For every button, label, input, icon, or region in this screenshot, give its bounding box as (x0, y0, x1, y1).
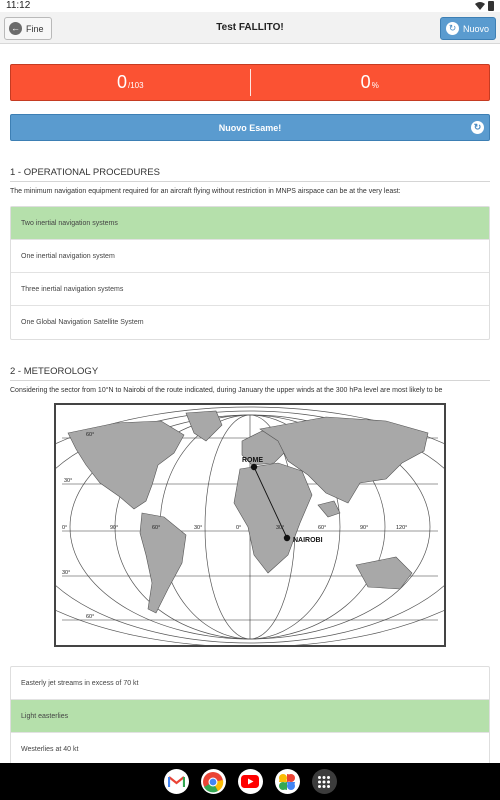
new-exam-label: Nuovo Esame! (218, 122, 282, 133)
map-lon-label: 0° (236, 525, 242, 531)
answer-label: Easterly jet streams in excess of 70 kt (21, 679, 139, 687)
answer-option[interactable] (11, 306, 489, 339)
answer-label: Light easterlies (21, 712, 69, 720)
status-bar (0, 0, 500, 12)
wifi-icon (475, 2, 485, 10)
answer-option[interactable] (11, 667, 489, 700)
new-exam-button[interactable] (10, 114, 490, 141)
map-lat-label: 30° (62, 570, 71, 576)
back-arrow-icon: ← (11, 23, 20, 33)
answer-label: Westerlies at 40 kt (21, 746, 79, 753)
map-lon-label: 90° (360, 525, 369, 531)
refresh-icon: ↻ (446, 22, 459, 35)
youtube-icon[interactable] (238, 769, 263, 794)
answer-option[interactable] (11, 273, 489, 306)
map-lon-label: 30° (194, 525, 203, 531)
finish-button-label: Fine (26, 23, 44, 34)
question-1-heading: 1 - OPERATIONAL PROCEDURES (10, 167, 490, 182)
score-divider (250, 69, 251, 96)
gmail-icon[interactable] (164, 769, 189, 794)
question-2-heading: 2 - METEOROLOGY (10, 366, 490, 381)
question-2-text: Considering the sector from 10°N to Nairobi of the route indicated, during January the upper winds at the 300 hPa level are most likely to be (10, 387, 443, 394)
world-map-figure (54, 403, 446, 647)
map-lon-label: 90° (110, 525, 119, 531)
answer-label: One inertial navigation system (21, 252, 115, 260)
answer-option[interactable] (11, 733, 489, 766)
map-lat-label: 60° (86, 432, 95, 438)
chrome-icon[interactable] (201, 769, 226, 794)
score-percent-unit: % (371, 81, 379, 90)
refresh-icon: ↻ (471, 121, 484, 134)
answer-option[interactable] (11, 700, 489, 733)
question-1-answers (10, 206, 490, 340)
status-time: 11:12 (6, 0, 31, 11)
map-city-nairobi: NAIROBI (293, 537, 323, 544)
map-city-rome: ROME (242, 457, 263, 464)
new-button-label: Nuovo (462, 23, 489, 34)
question-2-answers (10, 666, 490, 767)
page-title: Test FALLITO! (216, 22, 284, 33)
map-lat-label: 0° (62, 525, 68, 531)
answer-label: Three inertial navigation systems (21, 285, 124, 293)
app-dock (0, 763, 500, 800)
score-count (11, 65, 250, 100)
battery-icon (488, 1, 494, 11)
score-percent (251, 65, 490, 100)
answer-option[interactable] (11, 240, 489, 273)
answer-option[interactable] (11, 207, 489, 240)
app-drawer-icon[interactable] (312, 769, 337, 794)
map-lon-label: 30° (276, 525, 285, 531)
answer-label: Two inertial navigation systems (21, 219, 118, 227)
score-bar (10, 64, 490, 101)
map-lon-label: 120° (396, 525, 408, 531)
new-button[interactable] (440, 17, 496, 40)
map-lat-label: 60° (86, 614, 95, 620)
map-lon-label: 60° (318, 525, 327, 531)
answer-label: One Global Navigation Satellite System (21, 319, 144, 326)
score-total: /103 (127, 81, 144, 90)
score-correct: 0 (116, 72, 127, 92)
top-toolbar (0, 12, 500, 44)
question-1-text: The minimum navigation equipment required for an aircraft flying without restriction in MNPS airspace can be at the very least: (10, 188, 401, 195)
map-lat-label: 30° (64, 478, 73, 484)
photos-icon[interactable] (275, 769, 300, 794)
score-percent-value: 0 (360, 72, 371, 92)
map-lon-label: 60° (152, 525, 161, 531)
